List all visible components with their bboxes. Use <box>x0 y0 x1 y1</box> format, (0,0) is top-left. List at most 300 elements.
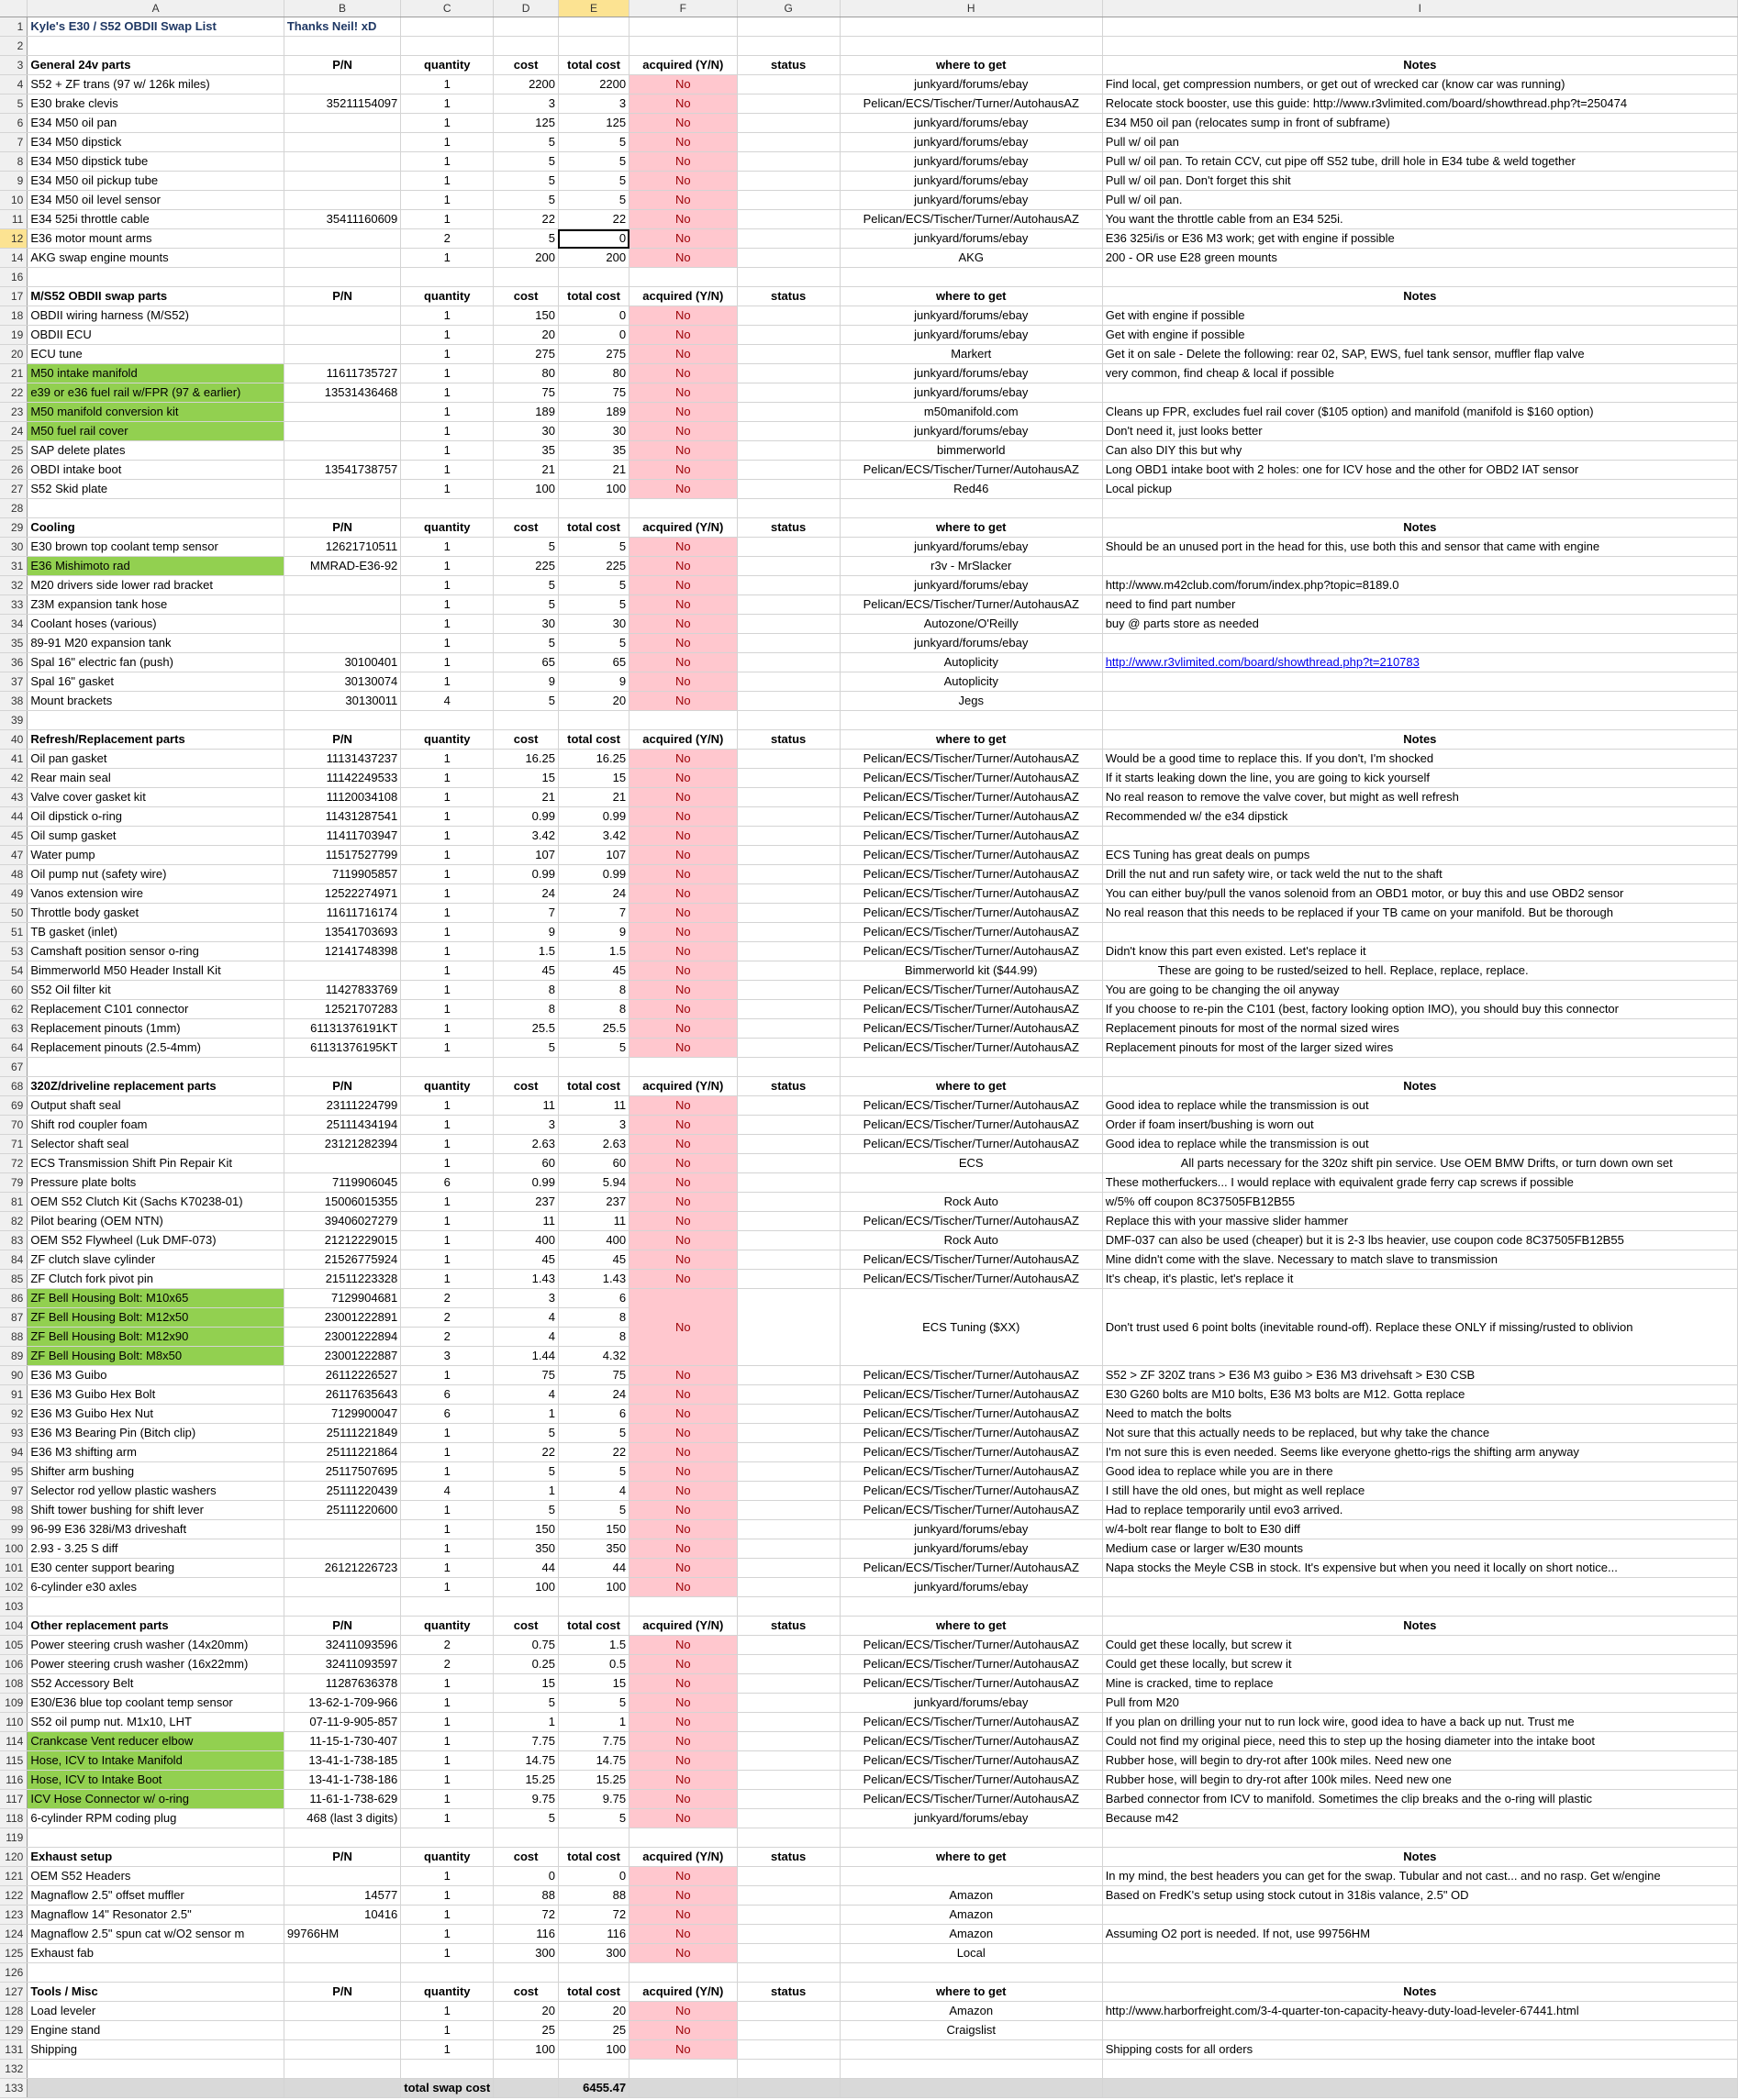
part-number[interactable] <box>284 75 400 94</box>
where-cell[interactable]: Pelican/ECS/Tischer/Turner/AutohausAZ <box>840 1443 1102 1462</box>
acquired-cell[interactable]: No <box>629 1674 737 1694</box>
acquired-cell[interactable]: No <box>629 229 737 249</box>
where-cell[interactable]: junkyard/forums/ebay <box>840 364 1102 383</box>
status-cell[interactable] <box>737 114 840 133</box>
header-notes[interactable]: Notes <box>1102 1983 1737 2002</box>
quantity-cell[interactable]: 1 <box>401 923 494 942</box>
total-cost-cell[interactable]: 3 <box>558 94 629 114</box>
acquired-cell[interactable]: No <box>629 1173 737 1193</box>
part-name[interactable]: Bimmerworld M50 Header Install Kit <box>28 961 284 981</box>
part-number[interactable] <box>284 152 400 172</box>
where-cell[interactable]: Pelican/ECS/Tischer/Turner/AutohausAZ <box>840 1790 1102 1809</box>
part-name[interactable]: 96-99 E36 328i/M3 driveshaft <box>28 1520 284 1539</box>
part-name[interactable]: S52 Skid plate <box>28 480 284 499</box>
cost-cell[interactable]: 5 <box>494 576 559 595</box>
status-cell[interactable] <box>737 1867 840 1886</box>
acquired-cell[interactable]: No <box>629 672 737 692</box>
part-name[interactable]: Mount brackets <box>28 692 284 711</box>
row-header[interactable]: 108 <box>0 1674 28 1694</box>
quantity-cell[interactable]: 1 <box>401 1039 494 1058</box>
row-header[interactable]: 20 <box>0 345 28 364</box>
part-number[interactable]: 99766HM <box>284 1925 400 1944</box>
notes-cell[interactable]: If you plan on drilling your nut to run lock wire, good idea to have a back up nut. Trust me <box>1102 1713 1737 1732</box>
where-cell[interactable] <box>840 1173 1102 1193</box>
acquired-cell[interactable]: No <box>629 557 737 576</box>
notes-cell[interactable]: Need to match the bolts <box>1102 1405 1737 1424</box>
acquired-cell[interactable]: No <box>629 2021 737 2040</box>
row-header[interactable]: 120 <box>0 1848 28 1867</box>
part-number[interactable] <box>284 114 400 133</box>
part-name[interactable]: ZF Bell Housing Bolt: M12x90 <box>28 1328 284 1347</box>
header-status[interactable]: status <box>737 1617 840 1636</box>
row-header[interactable]: 129 <box>0 2021 28 2040</box>
cost-cell[interactable]: 5 <box>494 229 559 249</box>
row-header[interactable]: 37 <box>0 672 28 692</box>
part-name[interactable]: S52 oil pump nut. M1x10, LHT <box>28 1713 284 1732</box>
cost-cell[interactable]: 0.25 <box>494 1655 559 1674</box>
total-cost-cell[interactable]: 5 <box>558 1501 629 1520</box>
part-name[interactable]: S52 Accessory Belt <box>28 1674 284 1694</box>
quantity-cell[interactable]: 2 <box>401 1289 494 1308</box>
header-pn[interactable]: P/N <box>284 56 400 75</box>
status-cell[interactable] <box>737 865 840 884</box>
empty-cell[interactable] <box>28 1963 284 1983</box>
part-number[interactable] <box>284 480 400 499</box>
total-cost-cell[interactable]: 1 <box>558 1713 629 1732</box>
acquired-cell[interactable]: No <box>629 1231 737 1250</box>
total-cost-cell[interactable]: 16.25 <box>558 750 629 769</box>
total-cost-cell[interactable]: 88 <box>558 1886 629 1906</box>
quantity-cell[interactable]: 1 <box>401 210 494 229</box>
empty-cell[interactable] <box>629 1963 737 1983</box>
header-pn[interactable]: P/N <box>284 1983 400 2002</box>
empty-cell[interactable] <box>629 37 737 56</box>
where-cell[interactable]: Pelican/ECS/Tischer/Turner/AutohausAZ <box>840 1000 1102 1019</box>
acquired-cell[interactable]: No <box>629 191 737 210</box>
notes-cell[interactable]: No real reason that this needs to be replaced if your TB came on your manifold. But be thorough <box>1102 904 1737 923</box>
status-cell[interactable] <box>737 1193 840 1212</box>
part-number[interactable] <box>284 1867 400 1886</box>
part-name[interactable]: Spal 16" gasket <box>28 672 284 692</box>
cost-cell[interactable]: 14.75 <box>494 1751 559 1771</box>
quantity-cell[interactable]: 1 <box>401 942 494 961</box>
part-number[interactable] <box>284 326 400 345</box>
notes-cell[interactable]: buy @ parts store as needed <box>1102 615 1737 634</box>
header-pn[interactable]: P/N <box>284 518 400 538</box>
status-cell[interactable] <box>737 846 840 865</box>
acquired-cell[interactable]: No <box>629 172 737 191</box>
notes-cell[interactable]: I still have the old ones, but might as well replace <box>1102 1482 1737 1501</box>
empty-cell[interactable] <box>737 1597 840 1617</box>
cost-cell[interactable]: 88 <box>494 1886 559 1906</box>
cost-cell[interactable]: 150 <box>494 1520 559 1539</box>
part-name[interactable]: Valve cover gasket kit <box>28 788 284 807</box>
row-header[interactable]: 7 <box>0 133 28 152</box>
column-header-d[interactable]: D <box>494 0 559 17</box>
part-name[interactable]: Pilot bearing (OEM NTN) <box>28 1212 284 1231</box>
row-header[interactable]: 28 <box>0 499 28 518</box>
header-notes[interactable]: Notes <box>1102 730 1737 750</box>
part-name[interactable]: Replacement C101 connector <box>28 1000 284 1019</box>
status-cell[interactable] <box>737 249 840 268</box>
quantity-cell[interactable]: 1 <box>401 75 494 94</box>
row-header[interactable]: 85 <box>0 1270 28 1289</box>
status-cell[interactable] <box>737 1751 840 1771</box>
acquired-cell[interactable]: No <box>629 827 737 846</box>
row-header[interactable]: 1 <box>0 17 28 37</box>
cost-cell[interactable]: 4 <box>494 1308 559 1328</box>
where-cell[interactable]: Craigslist <box>840 2021 1102 2040</box>
cost-cell[interactable]: 9 <box>494 923 559 942</box>
where-cell[interactable]: Pelican/ECS/Tischer/Turner/AutohausAZ <box>840 1751 1102 1771</box>
empty-cell[interactable] <box>401 711 494 730</box>
header-cost[interactable]: cost <box>494 56 559 75</box>
row-header[interactable]: 119 <box>0 1828 28 1848</box>
notes-cell[interactable]: Had to replace temporarily until evo3 arrived. <box>1102 1501 1737 1520</box>
quantity-cell[interactable]: 1 <box>401 1443 494 1462</box>
part-number[interactable] <box>284 133 400 152</box>
status-cell[interactable] <box>737 2021 840 2040</box>
status-cell[interactable] <box>737 923 840 942</box>
total-cost-cell[interactable]: 20 <box>558 692 629 711</box>
where-cell[interactable]: Local <box>840 1944 1102 1963</box>
part-name[interactable]: Magnaflow 2.5" spun cat w/O2 sensor m <box>28 1925 284 1944</box>
where-cell[interactable]: junkyard/forums/ebay <box>840 1520 1102 1539</box>
part-name[interactable]: M20 drivers side lower rad bracket <box>28 576 284 595</box>
part-number[interactable]: 7129900047 <box>284 1405 400 1424</box>
where-cell[interactable]: Pelican/ECS/Tischer/Turner/AutohausAZ <box>840 788 1102 807</box>
header-where[interactable]: where to get <box>840 730 1102 750</box>
header-status[interactable]: status <box>737 1077 840 1096</box>
header-cost[interactable]: cost <box>494 1983 559 2002</box>
part-number[interactable]: 11611735727 <box>284 364 400 383</box>
total-cost-cell[interactable]: 8 <box>558 1328 629 1347</box>
quantity-cell[interactable]: 1 <box>401 769 494 788</box>
part-name[interactable]: OEM S52 Flywheel (Luk DMF-073) <box>28 1231 284 1250</box>
quantity-cell[interactable]: 1 <box>401 865 494 884</box>
notes-cell[interactable]: Pull w/ oil pan. Don't forget this shit <box>1102 172 1737 191</box>
part-number[interactable]: 07-11-9-905-857 <box>284 1713 400 1732</box>
notes-cell[interactable]: If it starts leaking down the line, you are going to kick yourself <box>1102 769 1737 788</box>
quantity-cell[interactable]: 1 <box>401 1019 494 1039</box>
notes-cell[interactable]: Barbed connector from ICV to manifold. Sometimes the clip breaks and the o-ring will plastic <box>1102 1790 1737 1809</box>
total-cost-cell[interactable]: 22 <box>558 1443 629 1462</box>
row-header[interactable]: 79 <box>0 1173 28 1193</box>
header-notes[interactable]: Notes <box>1102 518 1737 538</box>
row-header[interactable]: 87 <box>0 1308 28 1328</box>
acquired-cell[interactable]: No <box>629 1655 737 1674</box>
row-header[interactable]: 39 <box>0 711 28 730</box>
row-header[interactable]: 126 <box>0 1963 28 1983</box>
where-cell[interactable]: Pelican/ECS/Tischer/Turner/AutohausAZ <box>840 865 1102 884</box>
status-cell[interactable] <box>737 191 840 210</box>
cost-cell[interactable]: 1 <box>494 1713 559 1732</box>
part-number[interactable]: 11-15-1-730-407 <box>284 1732 400 1751</box>
where-cell[interactable]: junkyard/forums/ebay <box>840 114 1102 133</box>
empty-cell[interactable] <box>840 711 1102 730</box>
part-name[interactable]: 6-cylinder e30 axles <box>28 1578 284 1597</box>
row-header[interactable]: 63 <box>0 1019 28 1039</box>
acquired-cell[interactable]: No <box>629 1385 737 1405</box>
part-number[interactable] <box>284 345 400 364</box>
total-cost-cell[interactable]: 45 <box>558 1250 629 1270</box>
where-cell[interactable]: Pelican/ECS/Tischer/Turner/AutohausAZ <box>840 1385 1102 1405</box>
acquired-cell[interactable]: No <box>629 634 737 653</box>
row-header[interactable]: 114 <box>0 1732 28 1751</box>
where-cell[interactable]: Amazon <box>840 2002 1102 2021</box>
row-header[interactable]: 35 <box>0 634 28 653</box>
part-name[interactable]: OBDII wiring harness (M/S52) <box>28 306 284 326</box>
row-header[interactable]: 48 <box>0 865 28 884</box>
total-cost-cell[interactable]: 60 <box>558 1154 629 1173</box>
notes-cell[interactable] <box>1102 383 1737 403</box>
row-header[interactable]: 18 <box>0 306 28 326</box>
part-number[interactable]: 26117635643 <box>284 1385 400 1405</box>
acquired-cell[interactable]: No <box>629 1405 737 1424</box>
quantity-cell[interactable]: 2 <box>401 1308 494 1328</box>
part-number[interactable]: 11411703947 <box>284 827 400 846</box>
row-header[interactable]: 41 <box>0 750 28 769</box>
where-cell[interactable]: Pelican/ECS/Tischer/Turner/AutohausAZ <box>840 846 1102 865</box>
where-cell[interactable]: Rock Auto <box>840 1193 1102 1212</box>
where-cell[interactable]: Autozone/O'Reilly <box>840 615 1102 634</box>
notes-cell[interactable]: Could get these locally, but screw it <box>1102 1636 1737 1655</box>
empty-cell[interactable] <box>284 711 400 730</box>
quantity-cell[interactable]: 1 <box>401 1231 494 1250</box>
part-name[interactable]: Spal 16" electric fan (push) <box>28 653 284 672</box>
acquired-cell[interactable]: No <box>629 480 737 499</box>
part-number[interactable] <box>284 2021 400 2040</box>
part-number[interactable] <box>284 229 400 249</box>
empty-cell[interactable] <box>1102 1963 1737 1983</box>
header-status[interactable]: status <box>737 518 840 538</box>
part-number[interactable]: 35211154097 <box>284 94 400 114</box>
acquired-cell[interactable]: No <box>629 2040 737 2060</box>
cost-cell[interactable]: 25 <box>494 2021 559 2040</box>
status-cell[interactable] <box>737 1809 840 1828</box>
where-cell[interactable]: Bimmerworld kit ($44.99) <box>840 961 1102 981</box>
where-cell[interactable]: Red46 <box>840 480 1102 499</box>
row-header[interactable]: 89 <box>0 1347 28 1366</box>
part-number[interactable]: 21212229015 <box>284 1231 400 1250</box>
row-header[interactable]: 4 <box>0 75 28 94</box>
cost-cell[interactable]: 150 <box>494 306 559 326</box>
quantity-cell[interactable]: 6 <box>401 1173 494 1193</box>
total-cost-cell[interactable]: 0.99 <box>558 807 629 827</box>
status-cell[interactable] <box>737 557 840 576</box>
status-cell[interactable] <box>737 94 840 114</box>
quantity-cell[interactable]: 1 <box>401 133 494 152</box>
acquired-cell[interactable]: No <box>629 1424 737 1443</box>
sheet-title[interactable]: Kyle's E30 / S52 OBDII Swap List <box>28 17 284 37</box>
part-number[interactable]: 30130074 <box>284 672 400 692</box>
part-number[interactable] <box>284 1520 400 1539</box>
cost-cell[interactable]: 5 <box>494 133 559 152</box>
acquired-cell[interactable]: No <box>629 615 737 634</box>
empty-cell[interactable] <box>28 1058 284 1077</box>
part-name[interactable]: E34 M50 oil pan <box>28 114 284 133</box>
header-acquired[interactable]: acquired (Y/N) <box>629 56 737 75</box>
notes-cell[interactable]: S52 > ZF 320Z trans > E36 M3 guibo > E36 M3 drivehsaft > E30 CSB <box>1102 1366 1737 1385</box>
total-cost-cell[interactable]: 0.5 <box>558 1655 629 1674</box>
total-cost-cell[interactable]: 1.5 <box>558 942 629 961</box>
total-cost-cell[interactable]: 30 <box>558 422 629 441</box>
status-cell[interactable] <box>737 345 840 364</box>
empty-cell[interactable] <box>629 1828 737 1848</box>
quantity-cell[interactable]: 2 <box>401 1655 494 1674</box>
where-cell[interactable]: Autoplicity <box>840 672 1102 692</box>
where-cell[interactable]: junkyard/forums/ebay <box>840 1578 1102 1597</box>
total-cost-cell[interactable]: 4 <box>558 1482 629 1501</box>
total-cost-cell[interactable]: 6 <box>558 1289 629 1308</box>
empty-cell[interactable] <box>558 1058 629 1077</box>
notes-cell[interactable]: very common, find cheap & local if possible <box>1102 364 1737 383</box>
where-cell[interactable]: Pelican/ECS/Tischer/Turner/AutohausAZ <box>840 1732 1102 1751</box>
cost-cell[interactable]: 225 <box>494 557 559 576</box>
acquired-cell[interactable]: No <box>629 210 737 229</box>
total-cost-cell[interactable]: 5 <box>558 1462 629 1482</box>
cost-cell[interactable]: 5 <box>494 1809 559 1828</box>
where-cell[interactable]: junkyard/forums/ebay <box>840 152 1102 172</box>
quantity-cell[interactable]: 1 <box>401 1790 494 1809</box>
quantity-cell[interactable]: 1 <box>401 827 494 846</box>
quantity-cell[interactable]: 1 <box>401 1212 494 1231</box>
part-number[interactable]: 12141748398 <box>284 942 400 961</box>
acquired-cell[interactable]: No <box>629 846 737 865</box>
status-cell[interactable] <box>737 634 840 653</box>
status-cell[interactable] <box>737 1944 840 1963</box>
cost-cell[interactable]: 100 <box>494 2040 559 2060</box>
part-number[interactable]: 61131376195KT <box>284 1039 400 1058</box>
where-cell[interactable]: Amazon <box>840 1925 1102 1944</box>
part-number[interactable] <box>284 172 400 191</box>
quantity-cell[interactable]: 1 <box>401 1906 494 1925</box>
notes-cell[interactable] <box>1102 1906 1737 1925</box>
header-total-cost[interactable]: total cost <box>558 730 629 750</box>
notes-cell[interactable]: Get with engine if possible <box>1102 306 1737 326</box>
status-cell[interactable] <box>737 1135 840 1154</box>
header-acquired[interactable]: acquired (Y/N) <box>629 518 737 538</box>
status-cell[interactable] <box>737 942 840 961</box>
empty-cell[interactable] <box>558 37 629 56</box>
total-cost-cell[interactable]: 350 <box>558 1539 629 1559</box>
quantity-cell[interactable]: 1 <box>401 422 494 441</box>
cost-cell[interactable]: 24 <box>494 884 559 904</box>
row-header[interactable]: 10 <box>0 191 28 210</box>
part-name[interactable]: Rear main seal <box>28 769 284 788</box>
notes-cell[interactable]: Could get these locally, but screw it <box>1102 1655 1737 1674</box>
part-name[interactable]: Camshaft position sensor o-ring <box>28 942 284 961</box>
total-cost-cell[interactable]: 200 <box>558 249 629 268</box>
part-number[interactable]: 11287636378 <box>284 1674 400 1694</box>
acquired-cell[interactable]: No <box>629 1482 737 1501</box>
where-cell[interactable]: junkyard/forums/ebay <box>840 1539 1102 1559</box>
part-number[interactable]: 21511223328 <box>284 1270 400 1289</box>
row-header[interactable]: 40 <box>0 730 28 750</box>
where-cell[interactable]: junkyard/forums/ebay <box>840 422 1102 441</box>
quantity-cell[interactable]: 1 <box>401 1250 494 1270</box>
total-cost-cell[interactable]: 30 <box>558 615 629 634</box>
where-cell[interactable]: junkyard/forums/ebay <box>840 326 1102 345</box>
status-cell[interactable] <box>737 615 840 634</box>
acquired-cell[interactable]: No <box>629 595 737 615</box>
part-number[interactable]: MMRAD-E36-92 <box>284 557 400 576</box>
part-name[interactable]: E30 brake clevis <box>28 94 284 114</box>
status-cell[interactable] <box>737 1539 840 1559</box>
part-name[interactable]: OBDI intake boot <box>28 461 284 480</box>
row-header[interactable]: 109 <box>0 1694 28 1713</box>
notes-cell[interactable] <box>1102 923 1737 942</box>
where-cell[interactable] <box>840 1867 1102 1886</box>
column-header-f[interactable]: F <box>629 0 737 17</box>
acquired-cell[interactable]: No <box>629 653 737 672</box>
empty-cell[interactable] <box>558 2060 629 2079</box>
total-label[interactable]: total swap cost <box>401 2079 494 2098</box>
header-acquired[interactable]: acquired (Y/N) <box>629 1077 737 1096</box>
total-cost-cell[interactable]: 0 <box>558 1867 629 1886</box>
row-header[interactable]: 38 <box>0 692 28 711</box>
part-number[interactable]: 11611716174 <box>284 904 400 923</box>
part-name[interactable]: OEM S52 Headers <box>28 1867 284 1886</box>
empty-cell[interactable] <box>28 2079 284 2098</box>
total-cost-cell[interactable]: 11 <box>558 1096 629 1116</box>
header-where[interactable]: where to get <box>840 1077 1102 1096</box>
row-header[interactable]: 6 <box>0 114 28 133</box>
empty-cell[interactable] <box>840 37 1102 56</box>
acquired-cell[interactable]: No <box>629 1039 737 1058</box>
empty-cell[interactable] <box>1102 1058 1737 1077</box>
status-cell[interactable] <box>737 1366 840 1385</box>
notes-cell[interactable]: Find local, get compression numbers, or get out of wrecked car (know car was running) <box>1102 75 1737 94</box>
status-cell[interactable] <box>737 538 840 557</box>
header-status[interactable]: status <box>737 287 840 306</box>
acquired-cell[interactable]: No <box>629 1462 737 1482</box>
row-header[interactable]: 5 <box>0 94 28 114</box>
row-header[interactable]: 91 <box>0 1385 28 1405</box>
part-number[interactable]: 11142249533 <box>284 769 400 788</box>
status-cell[interactable] <box>737 326 840 345</box>
quantity-cell[interactable]: 1 <box>401 557 494 576</box>
status-cell[interactable] <box>737 961 840 981</box>
empty-cell[interactable] <box>494 2060 559 2079</box>
part-name[interactable]: ZF Clutch fork pivot pin <box>28 1270 284 1289</box>
empty-cell[interactable] <box>558 1597 629 1617</box>
notes-cell[interactable]: DMF-037 can also be used (cheaper) but it is 2-3 lbs heavier, use coupon code 8C37505FB12B55 <box>1102 1231 1737 1250</box>
empty-cell[interactable] <box>494 17 559 37</box>
row-header[interactable]: 2 <box>0 37 28 56</box>
total-cost-cell[interactable]: 0 <box>558 326 629 345</box>
row-header[interactable]: 125 <box>0 1944 28 1963</box>
acquired-cell[interactable]: No <box>629 1944 737 1963</box>
row-header[interactable]: 21 <box>0 364 28 383</box>
quantity-cell[interactable]: 1 <box>401 750 494 769</box>
total-cost-cell[interactable]: 8 <box>558 981 629 1000</box>
cost-cell[interactable]: 1.44 <box>494 1347 559 1366</box>
status-cell[interactable] <box>737 904 840 923</box>
notes-cell[interactable]: Pull w/ oil pan <box>1102 133 1737 152</box>
cost-cell[interactable]: 72 <box>494 1906 559 1925</box>
total-cost-cell[interactable]: 0 <box>558 306 629 326</box>
quantity-cell[interactable]: 1 <box>401 846 494 865</box>
cost-cell[interactable]: 20 <box>494 2002 559 2021</box>
acquired-cell[interactable]: No <box>629 75 737 94</box>
select-all-corner[interactable] <box>0 0 28 17</box>
status-cell[interactable] <box>737 1424 840 1443</box>
section-title[interactable]: Exhaust setup <box>28 1848 284 1867</box>
where-cell[interactable]: Jegs <box>840 692 1102 711</box>
row-header[interactable]: 70 <box>0 1116 28 1135</box>
part-name[interactable]: S52 + ZF trans (97 w/ 126k miles) <box>28 75 284 94</box>
